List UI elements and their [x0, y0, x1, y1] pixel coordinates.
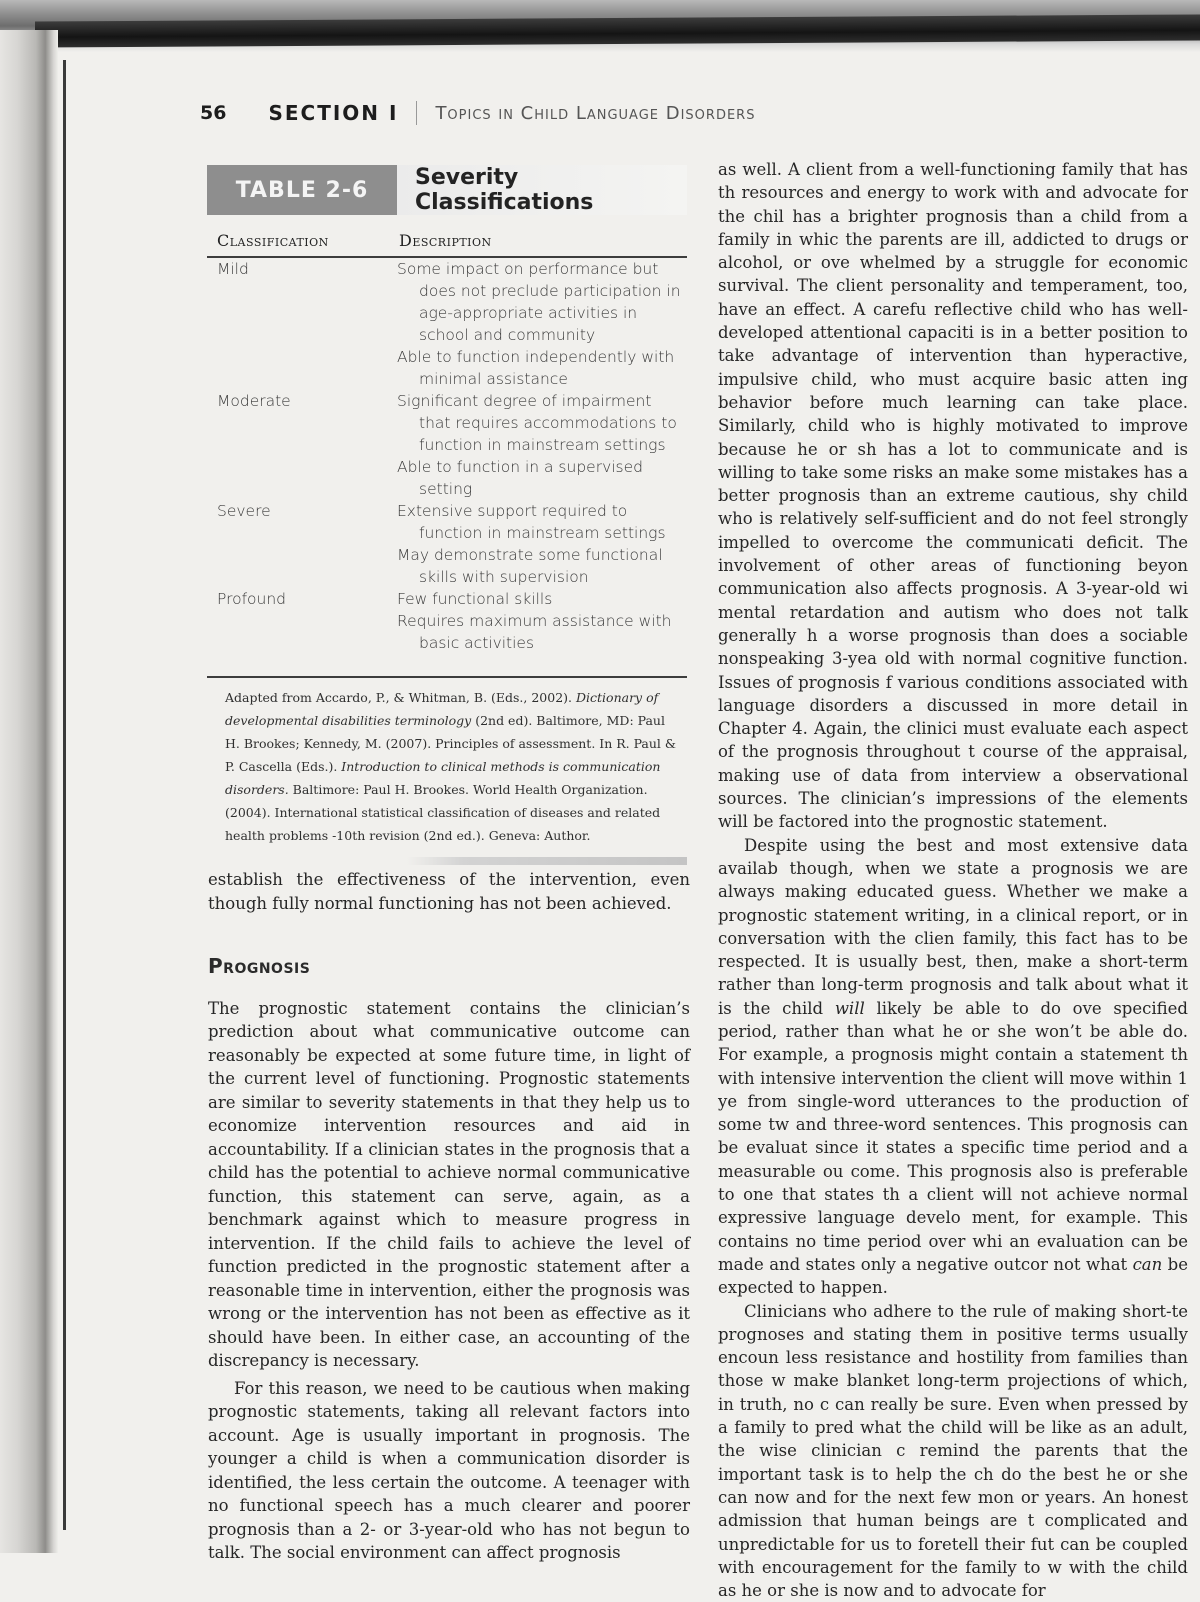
description-item: Some impact on performance but does not preclude participation in age-appropriate activities in school and community — [397, 260, 681, 344]
paragraph — [718, 834, 1188, 1300]
paragraph-text: Despite using the best and most extensive data availab though, when we state a prognosis we are always making educated guess. Whether we make a prognostic statement writing, in a clinical report, or in conversation with the clien family, this fact has to be respected. It is usually best, then, make a short-term rather than long-term prognosis and talk about what it is the child — [718, 835, 1188, 1018]
row-classification: Severe — [217, 502, 271, 520]
description-item: Few functional skills — [397, 590, 553, 608]
table-source-note — [207, 678, 687, 847]
source-title: Dictionary of developmental disabilities terminology — [225, 690, 659, 728]
source-text: Adapted from Accardo, P., & Whitman, B. (Eds., 2002). — [225, 690, 576, 705]
table-bottom-rule — [407, 857, 687, 865]
paragraph: establish the effectiveness of the intervention, even though fully normal functioning has not been achieved. — [208, 870, 690, 913]
table-row — [207, 390, 687, 500]
section-title: Topics in Child Language Disorders — [435, 102, 756, 124]
paragraph: as well. A client from a well-functioning family that has th resources and energy to work with and advocate for the chil has a brighter prognosis than a child from a family in whic the parents are ill, addicted to drugs or alcohol, or ove whelmed by a struggle for economic survival. The client personality and temperament, too, have an effect. A carefu reflective child who has well-developed attentional capaciti is in a better position to take advantage of intervention than hyperactive, impulsive child, who must acquire basic atten ing behavior before much learning can take place. Similarly, child who is highly motivated to improve because he or sh has a lot to communicate and is willing to take some risks an make some mistakes has a better prognosis than an extreme cautious, shy child who is relatively self-sufficient and do not feel strongly impelled to overcome the communicati deficit. The involvement of other areas of functioning beyon communication also affects prognosis. A 3-year-old wi mental retardation and autism who does not talk generally h a worse prognosis than does a sociable nonspeaking 3-yea old with normal cognitive function. Issues of prognosis f various conditions associated with language disorders a discussed in more detail in Chapter 4. Again, the clinici must evaluate each aspect of the prognosis throughout t course of the appraisal, making use of data from interview a observational sources. The clinician’s impressions of the elements will be factored into the prognostic statement. — [718, 160, 1188, 832]
row-description — [397, 258, 687, 390]
table-title: Severity Classifications — [397, 165, 687, 215]
source-title: Introduction to clinical methods is communication disorders. — [225, 759, 661, 797]
table-column-headers — [207, 231, 687, 258]
description-item: May demonstrate some functional skills with supervision — [397, 546, 663, 586]
scan-page-edge — [63, 60, 66, 1530]
column-header-description: Description — [399, 231, 492, 250]
paragraph-text: likely be able to do ove specified period, rather than what he or she won’t be able do. For example, a prognosis might contain a statement th with intensive intervention the client will move within 1 ye from single-word utterances to the production of some tw and three-word sentences. This prognosis can be evaluat since it states a specific time period and a measurable ou come. This prognosis also is preferable to one that states th a client will not achieve normal expressive language develo ment, for example. This contains no time period over whi an evaluation can be made and states only a negative outcor not what — [718, 998, 1188, 1274]
description-item: Able to function in a supervised setting — [397, 458, 644, 498]
description-item: Extensive support required to function in mainstream settings — [397, 502, 666, 542]
row-classification: Mild — [217, 260, 249, 278]
row-description — [397, 390, 687, 500]
section-label: SECTION I — [268, 101, 399, 125]
paragraph: The prognostic statement contains the clinician’s prediction about what communicative outcome can reasonably be expected at some future time, in light of the current level of functioning. Prognostic statements are similar to severity statements in that they help us to economize intervention resources and aid in accountability. If a clinician states in the prognosis that a child has the potential to achieve normal communicative function, this statement can serve, again, as a benchmark against which to measure progress in intervention. If the child fails to achieve the level of function predicted in the prognostic statement after a reasonable time in intervention, either the prognosis was wrong or the intervention has not been as effective as it should have been. In either case, an accounting of the discrepancy is necessary. — [208, 998, 690, 1370]
column-header-classification: Classification — [217, 231, 329, 250]
source-text: Baltimore: Paul H. Brookes. World Health Organization. (2004). International statistical classification of diseases and related health problems -10th revision (2nd ed.). Geneva: Author. — [225, 782, 661, 843]
table-row — [207, 588, 687, 654]
paragraph: Clinicians who adhere to the rule of making short-te prognoses and stating them in positive terms usually encoun less resistance and hostility from families than those w make blanket long-term projections of which, in truth, no c can really be sure. Even when pressed by a family to pred what the child will be like as an adult, the wise clinician c remind the parents that the important task is to help the ch do the best he or she can now and for the next few mon or years. An honest admission that human beings are t complicated and unpredictable for us to foretell their fut can be coupled with encouragement for the family to w with the child as he or she is now and to advocate for — [718, 1301, 1188, 1601]
left-column — [208, 868, 690, 1565]
table-tag: TABLE 2-6 — [207, 165, 397, 215]
paragraph: For this reason, we need to be cautious when making prognostic statements, taking all relevant factors into account. Age is usually important in prognosis. The younger a child is when a communication disorder is identified, the less certain the outcome. A teenager with no functional speech has a much clearer and poorer prognosis than a 2- or 3-year-old who has not begun to talk. The social environment can affect prognosis — [208, 1378, 690, 1562]
page-number: 56 — [200, 102, 227, 124]
severity-table — [207, 165, 687, 865]
running-head — [200, 98, 755, 128]
description-item: Significant degree of impairment that requires accommodations to function in mainstream settings — [397, 392, 677, 454]
table-row — [207, 258, 687, 390]
table-header — [207, 165, 687, 215]
row-description — [397, 500, 687, 588]
row-description — [397, 588, 687, 654]
scan-binding-shadow — [0, 30, 58, 1553]
table-row — [207, 500, 687, 588]
section-heading-prognosis: Prognosis — [208, 954, 311, 978]
description-item: Able to function independently with minimal assistance — [397, 348, 675, 388]
description-item: Requires maximum assistance with basic activities — [397, 612, 672, 652]
head-divider — [416, 101, 417, 125]
paragraph-text: be expected to happen. — [718, 1254, 1188, 1298]
right-column — [718, 158, 1188, 1602]
row-classification: Profound — [217, 590, 287, 608]
emphasis: can — [1132, 1254, 1163, 1274]
source-text: (2nd ed). Baltimore, MD: Paul H. Brookes; Kennedy, M. (2007). Principles of assessment. In R. Paul & P. Cascella (Eds.). — [225, 713, 677, 774]
row-classification: Moderate — [217, 392, 291, 410]
emphasis: will — [834, 998, 865, 1018]
